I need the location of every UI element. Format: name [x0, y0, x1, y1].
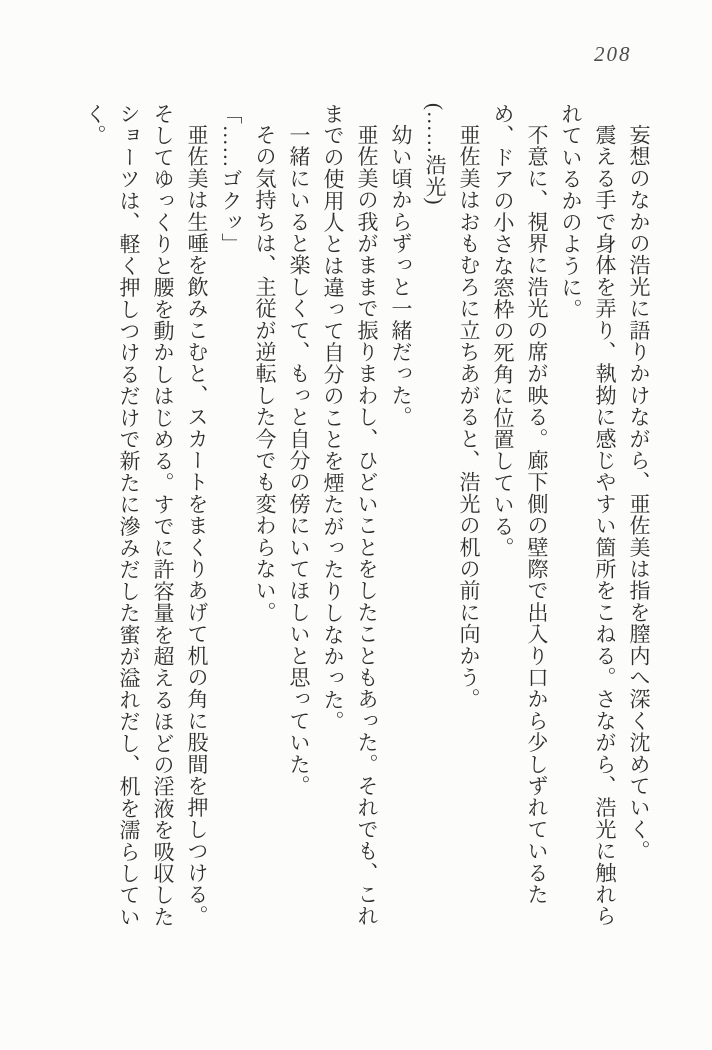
paragraph-1: 妄想のなかの浩光に語りかけながら、亜佐美は指を膣内へ深く沈めていく。 — [627, 124, 651, 862]
body-text — [76, 103, 656, 948]
page-number: 208 — [594, 42, 632, 66]
paragraph-4: 亜佐美はおもむろに立ちあがると、浩光の机の前に向かう。 — [457, 124, 481, 710]
paragraph-11: 亜佐美は生唾を飲みこむと、スカートをまくりあげて机の角に股間を押しつける。そしてゆっくりと腰を動かしはじめる。すでに許容量を超えるほどの淫液を吸収したショーツは、軽く押しつけるだけで新たに滲みだした蜜が溢れだし、机を濡らしていく。 — [83, 103, 209, 928]
paragraph-6: 幼い頃からずっと一緒だった。 — [389, 124, 413, 428]
paragraph-7: 亜佐美の我がままで振りまわし、ひどいことをしたこともあった。それでも、これまでの使用人とは違って自分のことを煙たがったりしなかった。 — [321, 103, 379, 927]
paragraph-2: 震える手で身体を弄り、執拗に感じやすい箇所をこねる。さながら、浩光に触れられているかのように。 — [559, 103, 617, 927]
paragraph-9: その気持ちは、主従が逆転した今でも変わらない。 — [253, 124, 277, 624]
paragraph-5: (……浩光) — [423, 103, 447, 206]
paragraph-8: 一緒にいると楽しくて、もっと自分の傍にいてほしいと思っていた。 — [287, 124, 311, 797]
paragraph-3: 不意に、視界に浩光の席が映る。廊下側の壁際で出入り口から少しずれているため、ドアの小さな窓枠の死角に位置している。 — [491, 103, 549, 906]
paragraph-10: 「……ゴクッ」 — [219, 103, 243, 255]
